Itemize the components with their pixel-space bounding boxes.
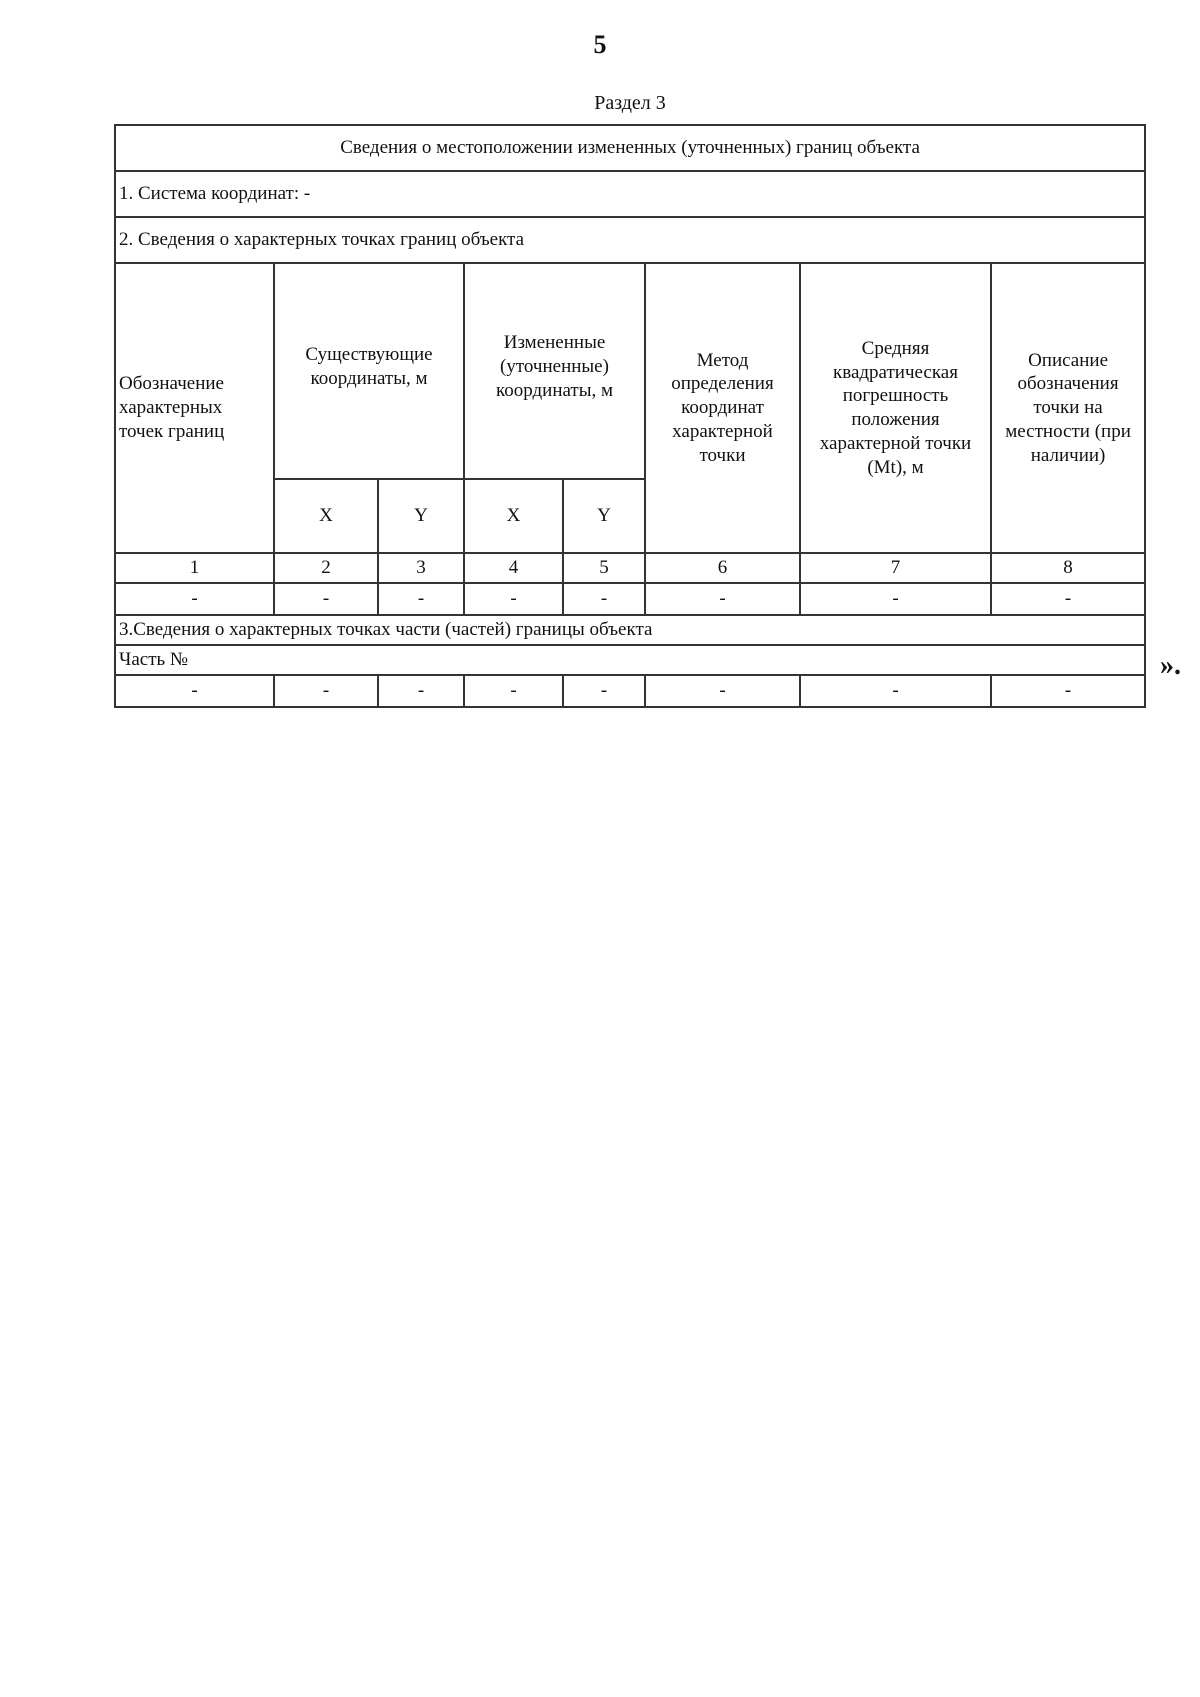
table-cell: - (464, 675, 563, 707)
section-label: Раздел 3 (594, 92, 666, 114)
table-cell: - (115, 675, 274, 707)
table-cell: - (563, 583, 645, 615)
table-cell: - (464, 583, 563, 615)
column-number: 4 (464, 553, 563, 583)
table-row (115, 583, 1145, 615)
table-cell: - (378, 675, 464, 707)
header-designation: Обозначение характерных точек границ (115, 263, 274, 553)
header-changed-x: X (464, 479, 563, 553)
closing-quote-mark: ». (1160, 650, 1181, 681)
column-number: 8 (991, 553, 1145, 583)
points-heading: 2. Сведения о характерных точках границ объекта (115, 217, 1145, 263)
header-error: Средняя квадратическая погрешность положения характерной точки (Mt), м (800, 263, 991, 553)
table-cell: - (645, 583, 800, 615)
table-row (115, 675, 1145, 707)
table-cell: - (991, 675, 1145, 707)
column-number: 2 (274, 553, 378, 583)
table-cell: - (274, 675, 378, 707)
table-title: Сведения о местоположении измененных (уточненных) границ объекта (115, 125, 1145, 171)
column-number: 3 (378, 553, 464, 583)
table-cell: - (563, 675, 645, 707)
table-cell: - (800, 583, 991, 615)
header-method: Метод определения координат характерной точки (645, 263, 800, 553)
table-cell: - (274, 583, 378, 615)
table-cell: - (115, 583, 274, 615)
coord-system: 1. Система координат: - (115, 171, 1145, 217)
page-number: 5 (593, 30, 607, 59)
table-cell: - (645, 675, 800, 707)
table-cell: - (378, 583, 464, 615)
header-existing-coords: Существующие координаты, м (274, 263, 464, 479)
boundary-points-table (114, 124, 1146, 708)
header-changed-y: Y (563, 479, 645, 553)
table-cell: - (991, 583, 1145, 615)
column-number: 7 (800, 553, 991, 583)
table-cell: - (800, 675, 991, 707)
part-label: Часть № (115, 645, 1145, 675)
column-number: 6 (645, 553, 800, 583)
column-number-row (115, 553, 1145, 583)
header-changed-coords: Измененные (уточненные) координаты, м (464, 263, 645, 479)
column-number: 1 (115, 553, 274, 583)
header-description: Описание обозначения точки на местности (при наличии) (991, 263, 1145, 553)
header-existing-x: X (274, 479, 378, 553)
column-number: 5 (563, 553, 645, 583)
parts-heading: 3.Сведения о характерных точках части (частей) границы объекта (115, 615, 1145, 645)
header-existing-y: Y (378, 479, 464, 553)
